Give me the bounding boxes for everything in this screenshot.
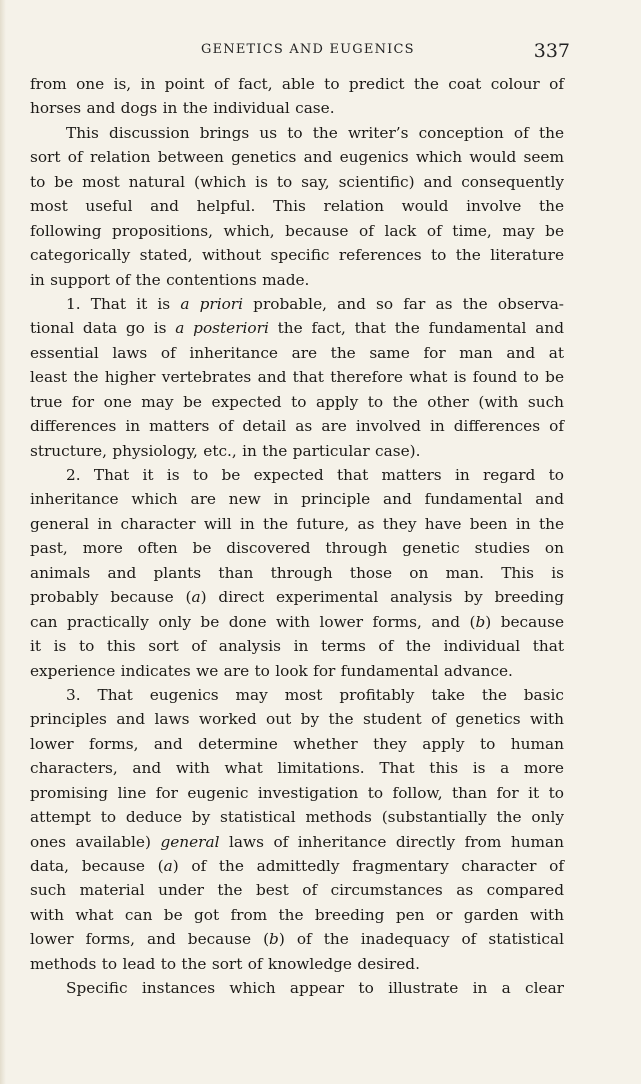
text-line: from one is, in point of fact, able to predict the coat colour of	[30, 75, 564, 93]
text-line: structure, physiology, etc., in the particular case).	[30, 441, 421, 460]
text-line: differences in matters of detail as are involved in differences of	[30, 417, 564, 436]
text-line: probably because (a) direct experimental analysis by breeding	[30, 588, 564, 607]
text-line: horses and dogs in the individual case.	[30, 99, 335, 118]
text-line: most useful and helpful. This relation would involve the	[30, 197, 564, 216]
text-line: true for one may be expected to apply to the other (with such	[30, 392, 564, 411]
text-line: essential laws of inheritance are the same for man and at	[30, 343, 564, 362]
body-text	[30, 72, 564, 1001]
page-number: 337	[533, 40, 570, 62]
italic-text: general	[160, 832, 220, 851]
paragraph-start-line: This discussion brings us to the writer’s conception of the	[66, 123, 564, 142]
text-line: following propositions, which, because of lack of time, may be	[30, 221, 564, 240]
paragraph-start-line: 1. That it is a priori probable, and so far as the observa-	[66, 294, 564, 313]
page-header	[30, 40, 570, 70]
paragraph-start-line: 2. That it is to be expected that matters in regard to	[66, 466, 564, 484]
text-line: such material under the best of circumstances as compared	[30, 881, 564, 900]
paragraph-start-line: 3. That eugenics may most profitably take the basic	[66, 685, 564, 704]
text-line: principles and laws worked out by the student of genetics with	[30, 710, 564, 729]
text-line: categorically stated, without specific references to the literature	[30, 246, 564, 265]
text-line: lower forms, and because (b) of the inadequacy of statistical	[30, 930, 564, 949]
text-line: lower forms, and determine whether they apply to human	[30, 734, 564, 753]
text-line: inheritance which are new in principle and fundamental and	[30, 490, 564, 509]
paragraph-start-line: Specific instances which appear to illustrate in a clear	[66, 979, 564, 998]
text-line: characters, and with what limitations. That this is a more	[30, 759, 564, 778]
text-line: with what can be got from the breeding pen or garden with	[30, 905, 564, 924]
text-line: can practically only be done with lower forms, and (b) because	[30, 612, 564, 631]
italic-text: a posteriori	[175, 319, 269, 338]
text-line: attempt to deduce by statistical methods (substantially the only	[30, 808, 564, 827]
text-line: tional data go is a posteriori the fact, that the fundamental and	[30, 319, 564, 338]
page-edge-shadow	[0, 0, 6, 1084]
text-line: data, because (a) of the admittedly fragmentary character of	[30, 857, 564, 875]
text-line: sort of relation between genetics and eugenics which would seem	[30, 148, 564, 167]
italic-text: b	[269, 930, 279, 949]
text-line: least the higher vertebrates and that therefore what is found to be	[30, 368, 564, 387]
italic-text: a	[191, 588, 201, 607]
text-line: general in character will in the future, as they have been in the	[30, 514, 564, 533]
text-line: to be most natural (which is to say, scientific) and consequently	[30, 172, 564, 191]
text-line: promising line for eugenic investigation to follow, than for it to	[30, 783, 564, 802]
text-line: methods to lead to the sort of knowledge desired.	[30, 954, 420, 973]
italic-text: a priori	[180, 294, 243, 313]
text-line: it is to this sort of analysis in terms of the individual that	[30, 637, 564, 656]
text-line: in support of the contentions made.	[30, 270, 310, 289]
text-line: ones available) general laws of inheritance directly from human	[30, 832, 565, 851]
italic-text: a	[163, 857, 173, 875]
running-head: GENETICS AND EUGENICS	[201, 42, 415, 57]
text-line: experience indicates we are to look for fundamental advance.	[30, 661, 513, 680]
italic-text: b	[475, 612, 486, 631]
text-line: past, more often be discovered through genetic studies on	[30, 539, 564, 558]
text-line: animals and plants than through those on man. This is	[30, 563, 564, 582]
